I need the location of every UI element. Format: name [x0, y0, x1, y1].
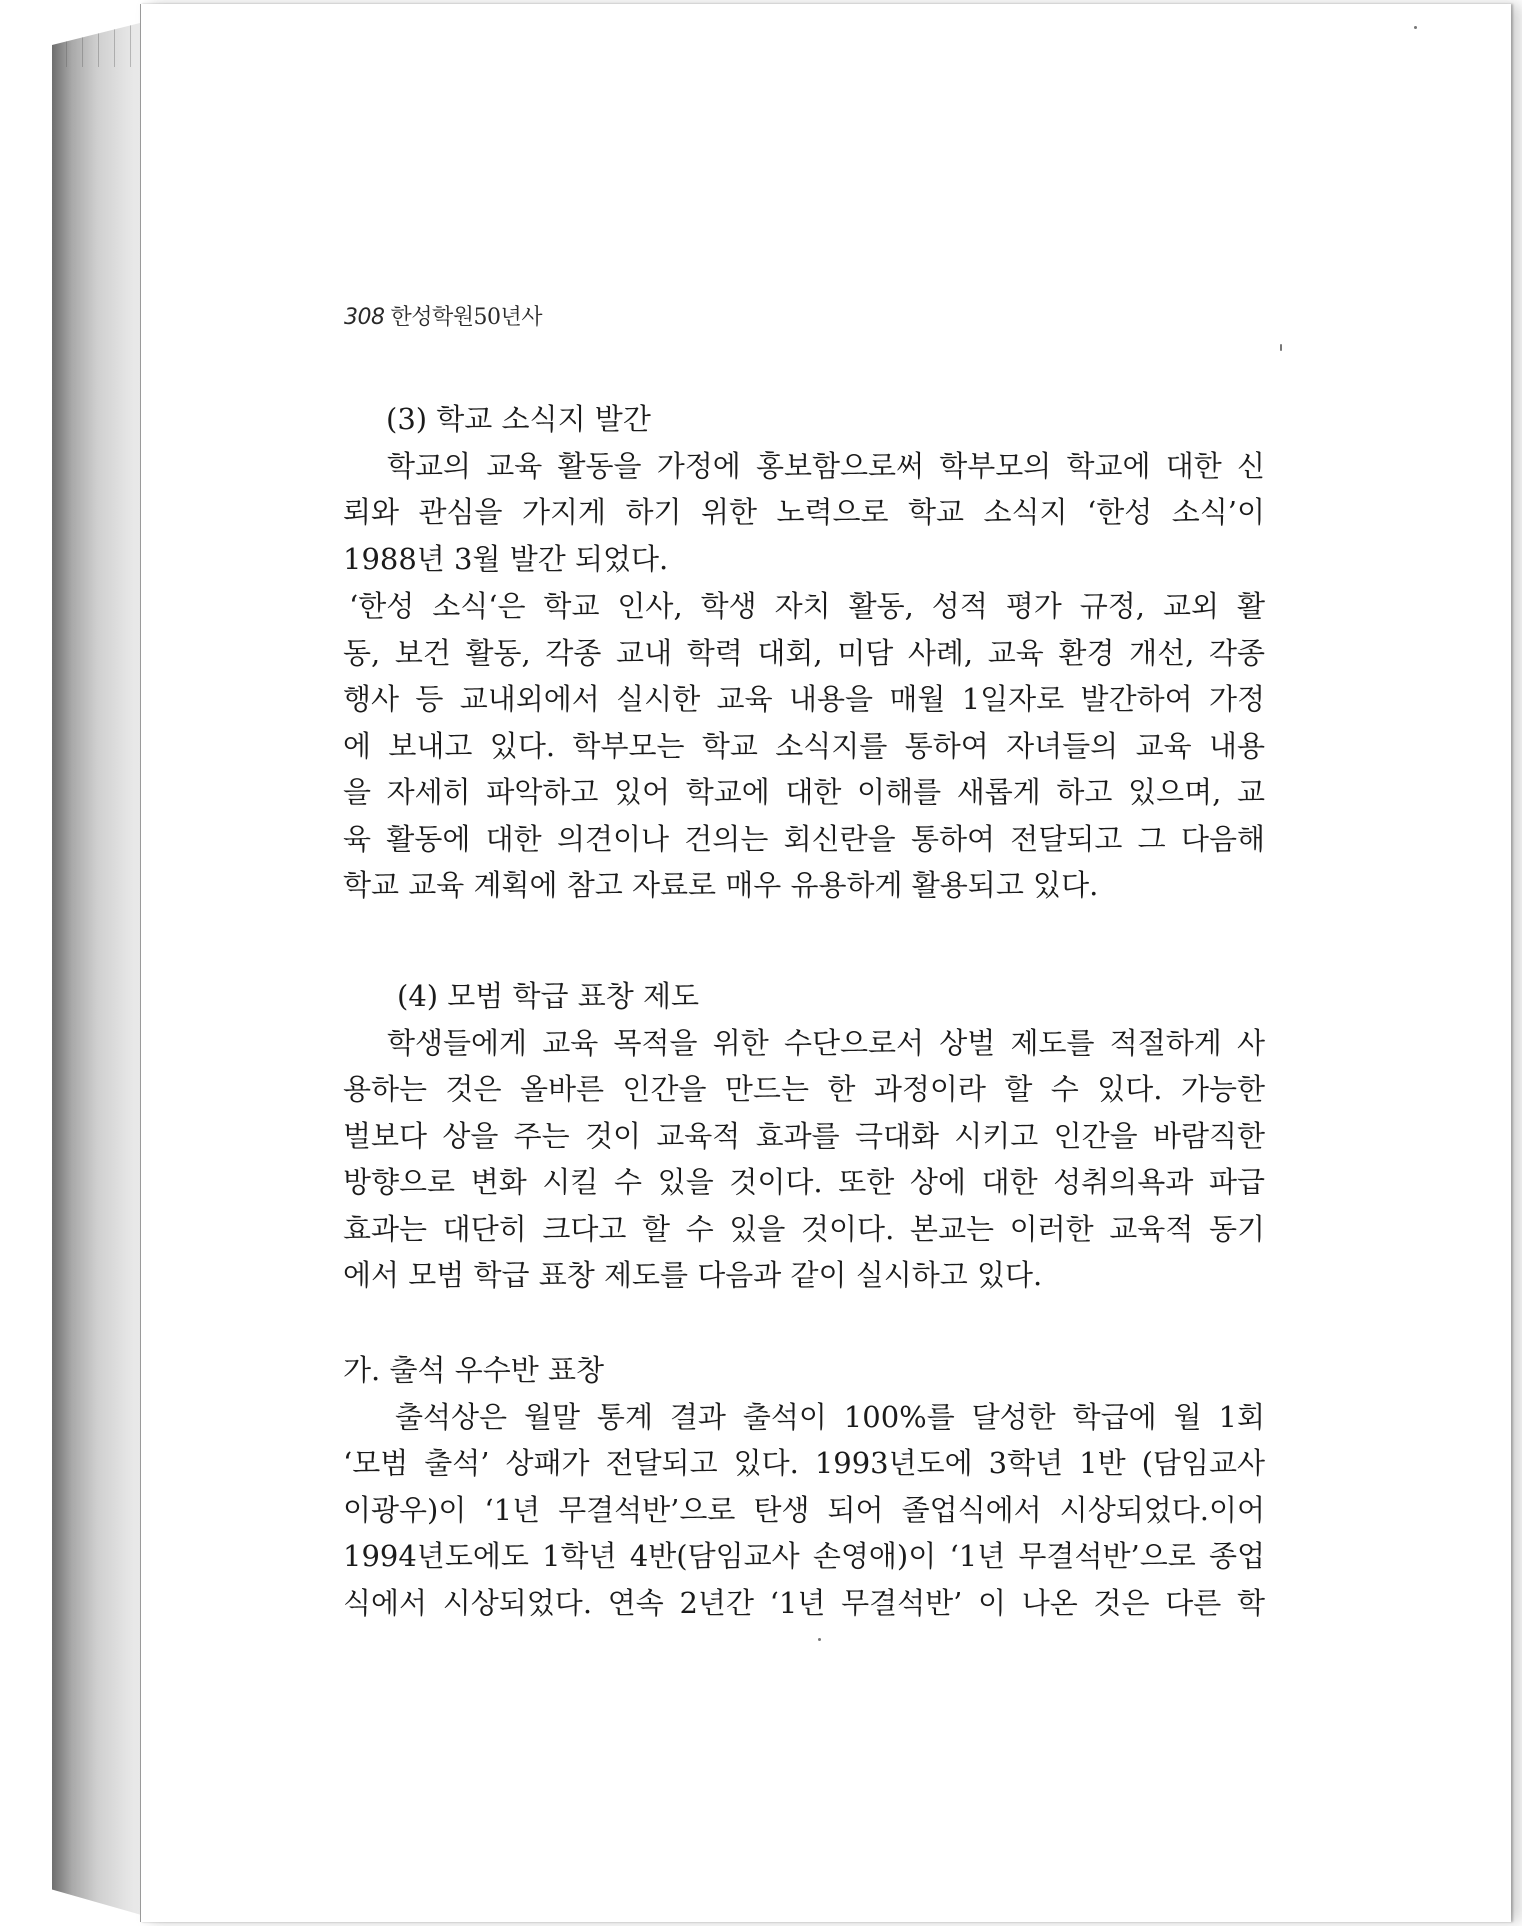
book-title: 한성학원50년사	[390, 305, 543, 330]
page-number: 308	[344, 305, 385, 330]
section-4	[343, 973, 1265, 1299]
paragraph-line: 동, 보건 활동, 각종 교내 학력 대회, 미담 사례, 교육 환경 개선, 각종	[343, 635, 1265, 670]
paragraph-line: 행사 등 교내외에서 실시한 교육 내용을 매월 1일자로 발간하여 가정	[343, 682, 1265, 716]
book-page-edges	[52, 20, 152, 1918]
paragraph-line: 을 자세히 파악하고 있어 학교에 대한 이해를 새롭게 하고 있으며, 교	[343, 775, 1265, 809]
paragraph-line: ‘모범 출석’ 상패가 전달되고 있다. 1993년도에 3학년 1반 (담임교사	[343, 1446, 1265, 1480]
paragraph-line: 학교의 교육 활동을 가정에 홍보함으로써 학부모의 학교에 대한 신	[387, 448, 1265, 483]
paragraph-line: 에 보내고 있다. 학부모는 학교 소식지를 통하여 자녀들의 교육 내용	[343, 728, 1265, 763]
paragraph-line: 학생들에게 교육 목적을 위한 수단으로서 상벌 제도를 적절하게 사	[387, 1025, 1265, 1060]
running-header	[344, 300, 542, 331]
subsection-heading: 가. 출석 우수반 표창	[343, 1353, 604, 1387]
section-heading: (4) 모범 학급 표창 제도	[397, 979, 700, 1013]
paragraph-line: ‘한성 소식‘은 학교 인사, 학생 자치 활동, 성적 평가 규정, 교외 활	[349, 589, 1265, 623]
subsection-attendance	[343, 1347, 1265, 1626]
scan-speck	[1414, 26, 1417, 29]
paragraph-line: 학교 교육 계획에 참고 자료로 매우 유용하게 활용되고 있다.	[343, 868, 1099, 902]
section-3	[343, 396, 1265, 909]
scan-speck	[818, 1638, 821, 1641]
paragraph-line: 뢰와 관심을 가지게 하기 위한 노력으로 학교 소식지 ‘한성 소식’이	[343, 495, 1265, 529]
paragraph-line: 효과는 대단히 크다고 할 수 있을 것이다. 본교는 이러한 교육적 동기	[343, 1211, 1265, 1246]
paragraph-line: 출석상은 월말 통계 결과 출석이 100%를 달성한 학급에 월 1회	[395, 1399, 1265, 1434]
paragraph-line: 방향으로 변화 시킬 수 있을 것이다. 또한 상에 대한 성취의욕과 파급	[343, 1165, 1265, 1199]
paragraph-line: 이광우)이 ‘1년 무결석반’으로 탄생 되어 졸업식에서 시상되었다.이어	[343, 1492, 1265, 1527]
paragraph-line: 육 활동에 대한 의견이나 건의는 회신란을 통하여 전달되고 그 다음해	[343, 821, 1265, 856]
book-page	[140, 4, 1511, 1922]
paragraph-line: 용하는 것은 올바른 인간을 만드는 한 과정이라 할 수 있다. 가능한	[343, 1072, 1265, 1106]
paragraph-line: 식에서 시상되었다. 연속 2년간 ‘1년 무결석반’ 이 나온 것은 다른 학	[343, 1585, 1265, 1620]
section-heading: (3) 학교 소식지 발간	[386, 402, 651, 436]
paragraph-line: 에서 모범 학급 표창 제도를 다음과 같이 실시하고 있다.	[343, 1258, 1043, 1292]
paragraph-line: 1988년 3월 발간 되었다.	[343, 541, 669, 576]
paragraph-line: 벌보다 상을 주는 것이 교육적 효과를 극대화 시키고 인간을 바람직한	[343, 1118, 1265, 1153]
paragraph-line: 1994년도에도 1학년 4반(담임교사 손영애)이 ‘1년 무결석반’으로 종업	[343, 1539, 1265, 1573]
scan-speck	[1280, 344, 1282, 351]
